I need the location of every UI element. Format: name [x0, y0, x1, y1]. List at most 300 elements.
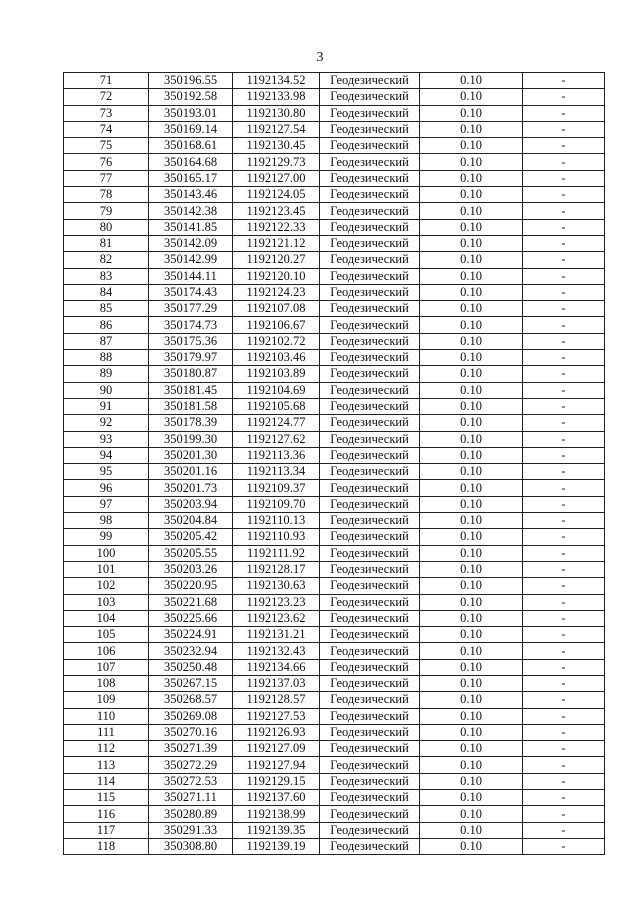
- method-cell: Геодезический: [320, 284, 420, 300]
- y-coordinate-cell: 1192128.57: [233, 692, 320, 708]
- x-coordinate-cell: 350220.95: [149, 578, 233, 594]
- note-cell: -: [523, 203, 605, 219]
- y-coordinate-cell: 1192111.92: [233, 545, 320, 561]
- x-coordinate-cell: 350225.66: [149, 610, 233, 626]
- y-coordinate-cell: 1192120.27: [233, 252, 320, 268]
- x-coordinate-cell: 350144.11: [149, 268, 233, 284]
- note-cell: -: [523, 773, 605, 789]
- method-cell: Геодезический: [320, 121, 420, 137]
- x-coordinate-cell: 350141.85: [149, 219, 233, 235]
- point-number-cell: 111: [64, 724, 149, 740]
- table-row: [64, 529, 605, 545]
- point-number-cell: 109: [64, 692, 149, 708]
- method-cell: Геодезический: [320, 89, 420, 105]
- point-number-cell: 81: [64, 235, 149, 251]
- method-cell: Геодезический: [320, 333, 420, 349]
- method-cell: Геодезический: [320, 643, 420, 659]
- precision-cell: 0.10: [420, 708, 523, 724]
- method-cell: Геодезический: [320, 398, 420, 414]
- table-row: [64, 350, 605, 366]
- coordinates-table-body: [64, 73, 605, 855]
- note-cell: -: [523, 627, 605, 643]
- method-cell: Геодезический: [320, 317, 420, 333]
- table-row: [64, 89, 605, 105]
- method-cell: Геодезический: [320, 382, 420, 398]
- method-cell: Геодезический: [320, 187, 420, 203]
- precision-cell: 0.10: [420, 138, 523, 154]
- y-coordinate-cell: 1192103.89: [233, 366, 320, 382]
- note-cell: -: [523, 757, 605, 773]
- precision-cell: 0.10: [420, 741, 523, 757]
- point-number-cell: 113: [64, 757, 149, 773]
- y-coordinate-cell: 1192124.77: [233, 415, 320, 431]
- y-coordinate-cell: 1192128.17: [233, 561, 320, 577]
- table-row: [64, 138, 605, 154]
- note-cell: -: [523, 447, 605, 463]
- y-coordinate-cell: 1192130.63: [233, 578, 320, 594]
- x-coordinate-cell: 350268.57: [149, 692, 233, 708]
- y-coordinate-cell: 1192139.35: [233, 822, 320, 838]
- y-coordinate-cell: 1192127.54: [233, 121, 320, 137]
- table-row: [64, 333, 605, 349]
- point-number-cell: 96: [64, 480, 149, 496]
- note-cell: -: [523, 529, 605, 545]
- precision-cell: 0.10: [420, 464, 523, 480]
- table-row: [64, 513, 605, 529]
- note-cell: -: [523, 350, 605, 366]
- table-row: [64, 659, 605, 675]
- precision-cell: 0.10: [420, 561, 523, 577]
- method-cell: Геодезический: [320, 675, 420, 691]
- table-row: [64, 121, 605, 137]
- table-row: [64, 561, 605, 577]
- note-cell: -: [523, 513, 605, 529]
- point-number-cell: 100: [64, 545, 149, 561]
- method-cell: Геодезический: [320, 268, 420, 284]
- note-cell: -: [523, 643, 605, 659]
- precision-cell: 0.10: [420, 235, 523, 251]
- table-row: [64, 610, 605, 626]
- precision-cell: 0.10: [420, 496, 523, 512]
- precision-cell: 0.10: [420, 219, 523, 235]
- note-cell: -: [523, 284, 605, 300]
- y-coordinate-cell: 1192130.80: [233, 105, 320, 121]
- point-number-cell: 77: [64, 170, 149, 186]
- y-coordinate-cell: 1192134.66: [233, 659, 320, 675]
- x-coordinate-cell: 350174.43: [149, 284, 233, 300]
- note-cell: -: [523, 675, 605, 691]
- x-coordinate-cell: 350280.89: [149, 806, 233, 822]
- table-row: [64, 268, 605, 284]
- note-cell: -: [523, 317, 605, 333]
- precision-cell: 0.10: [420, 545, 523, 561]
- precision-cell: 0.10: [420, 806, 523, 822]
- x-coordinate-cell: 350196.55: [149, 73, 233, 89]
- x-coordinate-cell: 350142.09: [149, 235, 233, 251]
- point-number-cell: 97: [64, 496, 149, 512]
- y-coordinate-cell: 1192129.73: [233, 154, 320, 170]
- note-cell: -: [523, 431, 605, 447]
- x-coordinate-cell: 350164.68: [149, 154, 233, 170]
- y-coordinate-cell: 1192130.45: [233, 138, 320, 154]
- precision-cell: 0.10: [420, 415, 523, 431]
- table-row: [64, 594, 605, 610]
- point-number-cell: 83: [64, 268, 149, 284]
- precision-cell: 0.10: [420, 659, 523, 675]
- method-cell: Геодезический: [320, 822, 420, 838]
- y-coordinate-cell: 1192120.10: [233, 268, 320, 284]
- y-coordinate-cell: 1192127.94: [233, 757, 320, 773]
- y-coordinate-cell: 1192109.70: [233, 496, 320, 512]
- y-coordinate-cell: 1192127.62: [233, 431, 320, 447]
- precision-cell: 0.10: [420, 578, 523, 594]
- point-number-cell: 103: [64, 594, 149, 610]
- x-coordinate-cell: 350204.84: [149, 513, 233, 529]
- x-coordinate-cell: 350192.58: [149, 89, 233, 105]
- table-row: [64, 741, 605, 757]
- note-cell: -: [523, 138, 605, 154]
- x-coordinate-cell: 350270.16: [149, 724, 233, 740]
- x-coordinate-cell: 350291.33: [149, 822, 233, 838]
- y-coordinate-cell: 1192132.43: [233, 643, 320, 659]
- precision-cell: 0.10: [420, 317, 523, 333]
- x-coordinate-cell: 350232.94: [149, 643, 233, 659]
- point-number-cell: 89: [64, 366, 149, 382]
- coordinates-table: [63, 72, 605, 855]
- method-cell: Геодезический: [320, 415, 420, 431]
- point-number-cell: 116: [64, 806, 149, 822]
- x-coordinate-cell: 350175.36: [149, 333, 233, 349]
- x-coordinate-cell: 350180.87: [149, 366, 233, 382]
- table-row: [64, 317, 605, 333]
- point-number-cell: 99: [64, 529, 149, 545]
- x-coordinate-cell: 350267.15: [149, 675, 233, 691]
- y-coordinate-cell: 1192139.19: [233, 838, 320, 854]
- note-cell: -: [523, 464, 605, 480]
- note-cell: -: [523, 415, 605, 431]
- precision-cell: 0.10: [420, 480, 523, 496]
- x-coordinate-cell: 350224.91: [149, 627, 233, 643]
- point-number-cell: 114: [64, 773, 149, 789]
- table-row: [64, 806, 605, 822]
- precision-cell: 0.10: [420, 284, 523, 300]
- note-cell: -: [523, 838, 605, 854]
- note-cell: -: [523, 89, 605, 105]
- precision-cell: 0.10: [420, 301, 523, 317]
- table-row: [64, 545, 605, 561]
- precision-cell: 0.10: [420, 105, 523, 121]
- precision-cell: 0.10: [420, 627, 523, 643]
- table-row: [64, 822, 605, 838]
- note-cell: -: [523, 105, 605, 121]
- point-number-cell: 102: [64, 578, 149, 594]
- method-cell: Геодезический: [320, 610, 420, 626]
- y-coordinate-cell: 1192102.72: [233, 333, 320, 349]
- point-number-cell: 73: [64, 105, 149, 121]
- precision-cell: 0.10: [420, 838, 523, 854]
- table-row: [64, 708, 605, 724]
- table-row: [64, 366, 605, 382]
- point-number-cell: 108: [64, 675, 149, 691]
- precision-cell: 0.10: [420, 268, 523, 284]
- note-cell: -: [523, 170, 605, 186]
- y-coordinate-cell: 1192134.52: [233, 73, 320, 89]
- x-coordinate-cell: 350143.46: [149, 187, 233, 203]
- y-coordinate-cell: 1192138.99: [233, 806, 320, 822]
- method-cell: Геодезический: [320, 447, 420, 463]
- note-cell: -: [523, 219, 605, 235]
- x-coordinate-cell: 350168.61: [149, 138, 233, 154]
- x-coordinate-cell: 350199.30: [149, 431, 233, 447]
- note-cell: -: [523, 252, 605, 268]
- point-number-cell: 72: [64, 89, 149, 105]
- table-row: [64, 464, 605, 480]
- point-number-cell: 105: [64, 627, 149, 643]
- x-coordinate-cell: 350269.08: [149, 708, 233, 724]
- table-row: [64, 219, 605, 235]
- y-coordinate-cell: 1192124.05: [233, 187, 320, 203]
- table-row: [64, 757, 605, 773]
- point-number-cell: 79: [64, 203, 149, 219]
- precision-cell: 0.10: [420, 187, 523, 203]
- note-cell: -: [523, 73, 605, 89]
- method-cell: Геодезический: [320, 73, 420, 89]
- method-cell: Геодезический: [320, 496, 420, 512]
- table-row: [64, 627, 605, 643]
- point-number-cell: 115: [64, 790, 149, 806]
- note-cell: -: [523, 268, 605, 284]
- precision-cell: 0.10: [420, 170, 523, 186]
- note-cell: -: [523, 708, 605, 724]
- table-row: [64, 154, 605, 170]
- precision-cell: 0.10: [420, 675, 523, 691]
- precision-cell: 0.10: [420, 89, 523, 105]
- table-row: [64, 431, 605, 447]
- table-row: [64, 447, 605, 463]
- method-cell: Геодезический: [320, 170, 420, 186]
- point-number-cell: 84: [64, 284, 149, 300]
- note-cell: -: [523, 545, 605, 561]
- method-cell: Геодезический: [320, 464, 420, 480]
- note-cell: -: [523, 741, 605, 757]
- note-cell: -: [523, 398, 605, 414]
- precision-cell: 0.10: [420, 757, 523, 773]
- point-number-cell: 101: [64, 561, 149, 577]
- method-cell: Геодезический: [320, 659, 420, 675]
- table-row: [64, 398, 605, 414]
- precision-cell: 0.10: [420, 366, 523, 382]
- point-number-cell: 106: [64, 643, 149, 659]
- method-cell: Геодезический: [320, 561, 420, 577]
- note-cell: -: [523, 561, 605, 577]
- x-coordinate-cell: 350272.53: [149, 773, 233, 789]
- note-cell: -: [523, 659, 605, 675]
- precision-cell: 0.10: [420, 73, 523, 89]
- precision-cell: 0.10: [420, 822, 523, 838]
- x-coordinate-cell: 350203.94: [149, 496, 233, 512]
- x-coordinate-cell: 350205.55: [149, 545, 233, 561]
- y-coordinate-cell: 1192131.21: [233, 627, 320, 643]
- note-cell: -: [523, 333, 605, 349]
- x-coordinate-cell: 350203.26: [149, 561, 233, 577]
- x-coordinate-cell: 350179.97: [149, 350, 233, 366]
- x-coordinate-cell: 350193.01: [149, 105, 233, 121]
- method-cell: Геодезический: [320, 692, 420, 708]
- precision-cell: 0.10: [420, 431, 523, 447]
- y-coordinate-cell: 1192109.37: [233, 480, 320, 496]
- point-number-cell: 93: [64, 431, 149, 447]
- table-row: [64, 838, 605, 854]
- note-cell: -: [523, 366, 605, 382]
- point-number-cell: 91: [64, 398, 149, 414]
- point-number-cell: 95: [64, 464, 149, 480]
- table-row: [64, 203, 605, 219]
- point-number-cell: 85: [64, 301, 149, 317]
- x-coordinate-cell: 350169.14: [149, 121, 233, 137]
- table-row: [64, 692, 605, 708]
- x-coordinate-cell: 350201.16: [149, 464, 233, 480]
- method-cell: Геодезический: [320, 138, 420, 154]
- x-coordinate-cell: 350308.80: [149, 838, 233, 854]
- table-row: [64, 301, 605, 317]
- table-row: [64, 187, 605, 203]
- method-cell: Геодезический: [320, 741, 420, 757]
- y-coordinate-cell: 1192137.60: [233, 790, 320, 806]
- page-number: 3: [316, 50, 324, 65]
- y-coordinate-cell: 1192124.23: [233, 284, 320, 300]
- point-number-cell: 80: [64, 219, 149, 235]
- point-number-cell: 87: [64, 333, 149, 349]
- note-cell: -: [523, 496, 605, 512]
- note-cell: -: [523, 610, 605, 626]
- precision-cell: 0.10: [420, 529, 523, 545]
- point-number-cell: 104: [64, 610, 149, 626]
- method-cell: Геодезический: [320, 513, 420, 529]
- table-row: [64, 643, 605, 659]
- note-cell: -: [523, 235, 605, 251]
- x-coordinate-cell: 350181.58: [149, 398, 233, 414]
- precision-cell: 0.10: [420, 692, 523, 708]
- x-coordinate-cell: 350174.73: [149, 317, 233, 333]
- y-coordinate-cell: 1192123.23: [233, 594, 320, 610]
- table-row: [64, 578, 605, 594]
- precision-cell: 0.10: [420, 773, 523, 789]
- precision-cell: 0.10: [420, 610, 523, 626]
- note-cell: -: [523, 187, 605, 203]
- y-coordinate-cell: 1192123.45: [233, 203, 320, 219]
- method-cell: Геодезический: [320, 790, 420, 806]
- x-coordinate-cell: 350201.73: [149, 480, 233, 496]
- y-coordinate-cell: 1192104.69: [233, 382, 320, 398]
- point-number-cell: 98: [64, 513, 149, 529]
- method-cell: Геодезический: [320, 529, 420, 545]
- method-cell: Геодезический: [320, 252, 420, 268]
- note-cell: -: [523, 480, 605, 496]
- y-coordinate-cell: 1192107.08: [233, 301, 320, 317]
- point-number-cell: 117: [64, 822, 149, 838]
- table-row: [64, 252, 605, 268]
- method-cell: Геодезический: [320, 431, 420, 447]
- note-cell: -: [523, 806, 605, 822]
- note-cell: -: [523, 154, 605, 170]
- y-coordinate-cell: 1192137.03: [233, 675, 320, 691]
- point-number-cell: 94: [64, 447, 149, 463]
- note-cell: -: [523, 790, 605, 806]
- y-coordinate-cell: 1192127.09: [233, 741, 320, 757]
- precision-cell: 0.10: [420, 643, 523, 659]
- method-cell: Геодезический: [320, 724, 420, 740]
- precision-cell: 0.10: [420, 447, 523, 463]
- y-coordinate-cell: 1192121.12: [233, 235, 320, 251]
- method-cell: Геодезический: [320, 366, 420, 382]
- precision-cell: 0.10: [420, 350, 523, 366]
- point-number-cell: 90: [64, 382, 149, 398]
- note-cell: -: [523, 724, 605, 740]
- precision-cell: 0.10: [420, 154, 523, 170]
- method-cell: Геодезический: [320, 594, 420, 610]
- note-cell: -: [523, 121, 605, 137]
- method-cell: Геодезический: [320, 350, 420, 366]
- precision-cell: 0.10: [420, 382, 523, 398]
- point-number-cell: 75: [64, 138, 149, 154]
- x-coordinate-cell: 350272.29: [149, 757, 233, 773]
- y-coordinate-cell: 1192129.15: [233, 773, 320, 789]
- point-number-cell: 110: [64, 708, 149, 724]
- point-number-cell: 92: [64, 415, 149, 431]
- precision-cell: 0.10: [420, 513, 523, 529]
- x-coordinate-cell: 350142.99: [149, 252, 233, 268]
- method-cell: Геодезический: [320, 838, 420, 854]
- y-coordinate-cell: 1192123.62: [233, 610, 320, 626]
- table-row: [64, 105, 605, 121]
- y-coordinate-cell: 1192122.33: [233, 219, 320, 235]
- note-cell: -: [523, 382, 605, 398]
- note-cell: -: [523, 301, 605, 317]
- table-row: [64, 382, 605, 398]
- point-number-cell: 88: [64, 350, 149, 366]
- x-coordinate-cell: 350271.39: [149, 741, 233, 757]
- y-coordinate-cell: 1192127.53: [233, 708, 320, 724]
- table-row: [64, 773, 605, 789]
- precision-cell: 0.10: [420, 333, 523, 349]
- y-coordinate-cell: 1192126.93: [233, 724, 320, 740]
- precision-cell: 0.10: [420, 790, 523, 806]
- point-number-cell: 78: [64, 187, 149, 203]
- x-coordinate-cell: 350271.11: [149, 790, 233, 806]
- precision-cell: 0.10: [420, 121, 523, 137]
- table-row: [64, 73, 605, 89]
- y-coordinate-cell: 1192106.67: [233, 317, 320, 333]
- table-row: [64, 675, 605, 691]
- point-number-cell: 112: [64, 741, 149, 757]
- point-number-cell: 71: [64, 73, 149, 89]
- x-coordinate-cell: 350165.17: [149, 170, 233, 186]
- point-number-cell: 118: [64, 838, 149, 854]
- precision-cell: 0.10: [420, 724, 523, 740]
- table-row: [64, 496, 605, 512]
- method-cell: Геодезический: [320, 219, 420, 235]
- method-cell: Геодезический: [320, 235, 420, 251]
- note-cell: -: [523, 822, 605, 838]
- x-coordinate-cell: 350142.38: [149, 203, 233, 219]
- y-coordinate-cell: 1192105.68: [233, 398, 320, 414]
- table-row: [64, 415, 605, 431]
- method-cell: Геодезический: [320, 301, 420, 317]
- point-number-cell: 82: [64, 252, 149, 268]
- table-row: [64, 284, 605, 300]
- table-row: [64, 170, 605, 186]
- y-coordinate-cell: 1192110.13: [233, 513, 320, 529]
